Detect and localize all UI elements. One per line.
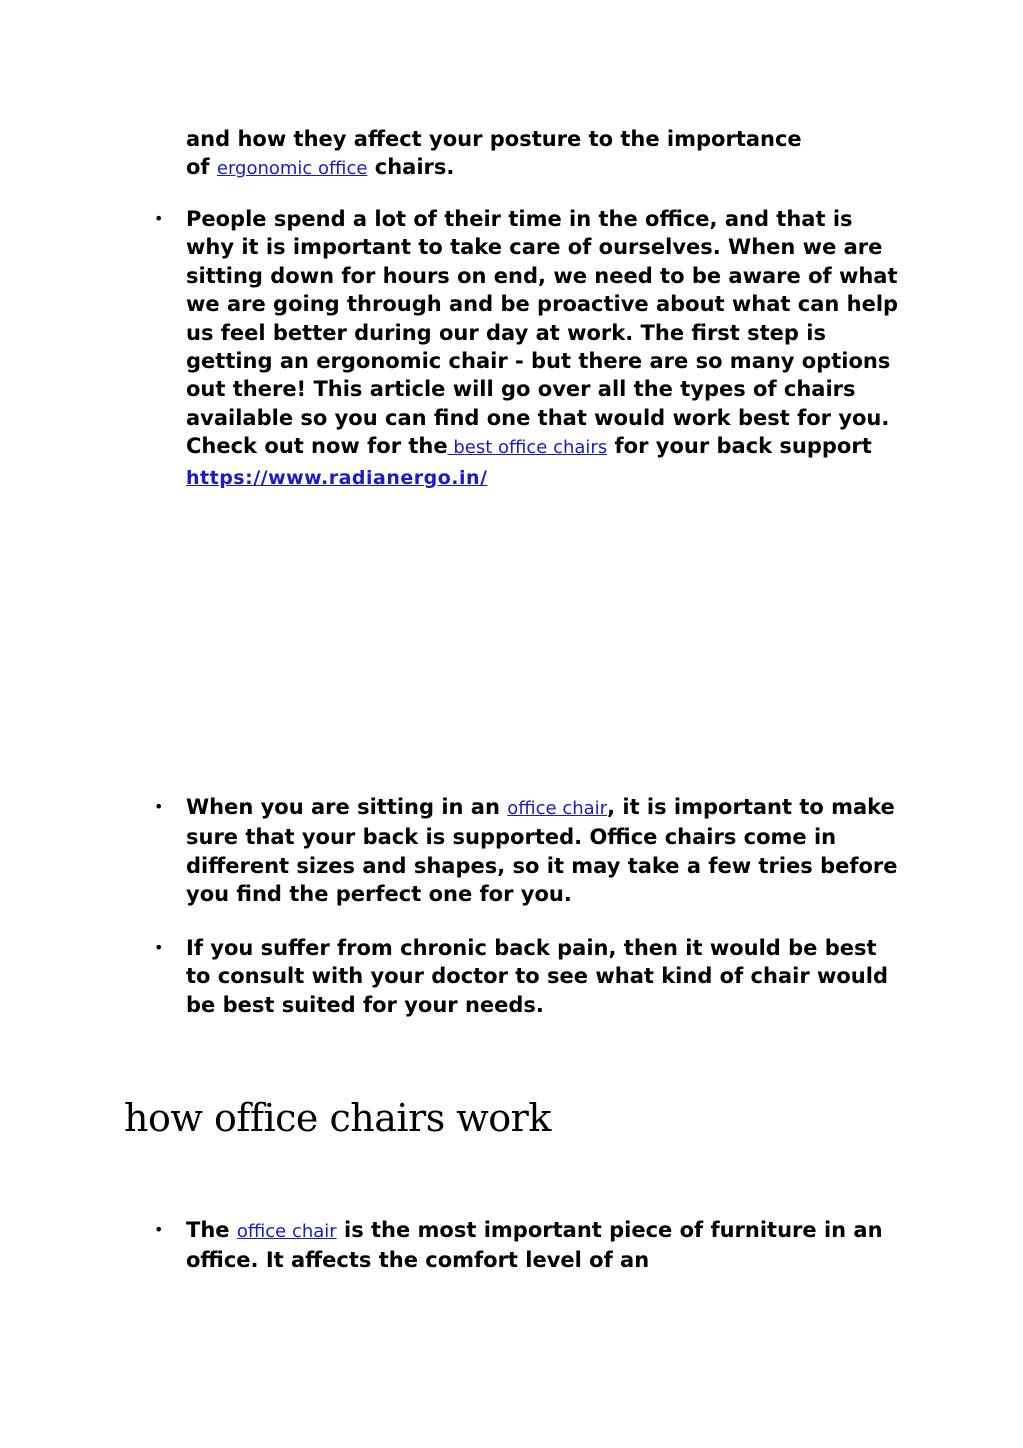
list-item (154, 1216, 906, 1275)
bullet-icon: • (154, 209, 164, 228)
list-item-text-before: When you are sitting in an (186, 795, 508, 819)
radianergo-url-link[interactable]: https://www.radianergo.in/ (186, 466, 488, 489)
bullet-icon: • (154, 797, 164, 816)
bullet-icon: • (154, 1220, 164, 1239)
list-item-text-after: for your back support (607, 434, 872, 459)
list-item-text-after: is the most important piece of furniture in an office. It affects the comfort level of an (186, 1218, 883, 1273)
list-item-text: People spend a lot of their time in the office, and that is why it is important to take care of ourselves. When we are sitting down for hours on end, we need to be aware of what we are going through and be proactive about what can help us feel better during our day at work. The first step is getting an ergonomic chair - but there are so many options out there! This article will go over all the types of chairs available so you can find one that would work best for you. Check out now for the (186, 207, 899, 459)
intro-paragraph (186, 125, 906, 184)
intro-text: and how they affect your posture to the importance (186, 127, 802, 151)
list-item (154, 793, 906, 909)
section-heading: how office chairs work (124, 1096, 551, 1140)
bullet-icon: • (154, 938, 164, 957)
list-item-text-after: , it is important to make sure that your back is supported. Office chairs come in different sizes and shapes, so it may take a few tries before you find the perfect one for you. (186, 795, 898, 907)
intro-text-after: chairs. (367, 155, 455, 180)
list-item-text: If you suffer from chronic back pain, then it would be best to consult with your doctor to see what kind of chair would be best suited for your needs. (186, 936, 888, 1017)
list-item (154, 205, 906, 492)
ergonomic-office-link[interactable]: ergonomic office (216, 158, 368, 180)
intro-text-of: of (186, 155, 217, 180)
list-item-text-before: The (186, 1218, 237, 1242)
office-chair-link[interactable]: office chair (507, 798, 608, 819)
best-office-chairs-link[interactable]: best office chairs (447, 437, 608, 459)
list-item (154, 934, 906, 1019)
office-chair-link[interactable]: office chair (236, 1221, 337, 1242)
